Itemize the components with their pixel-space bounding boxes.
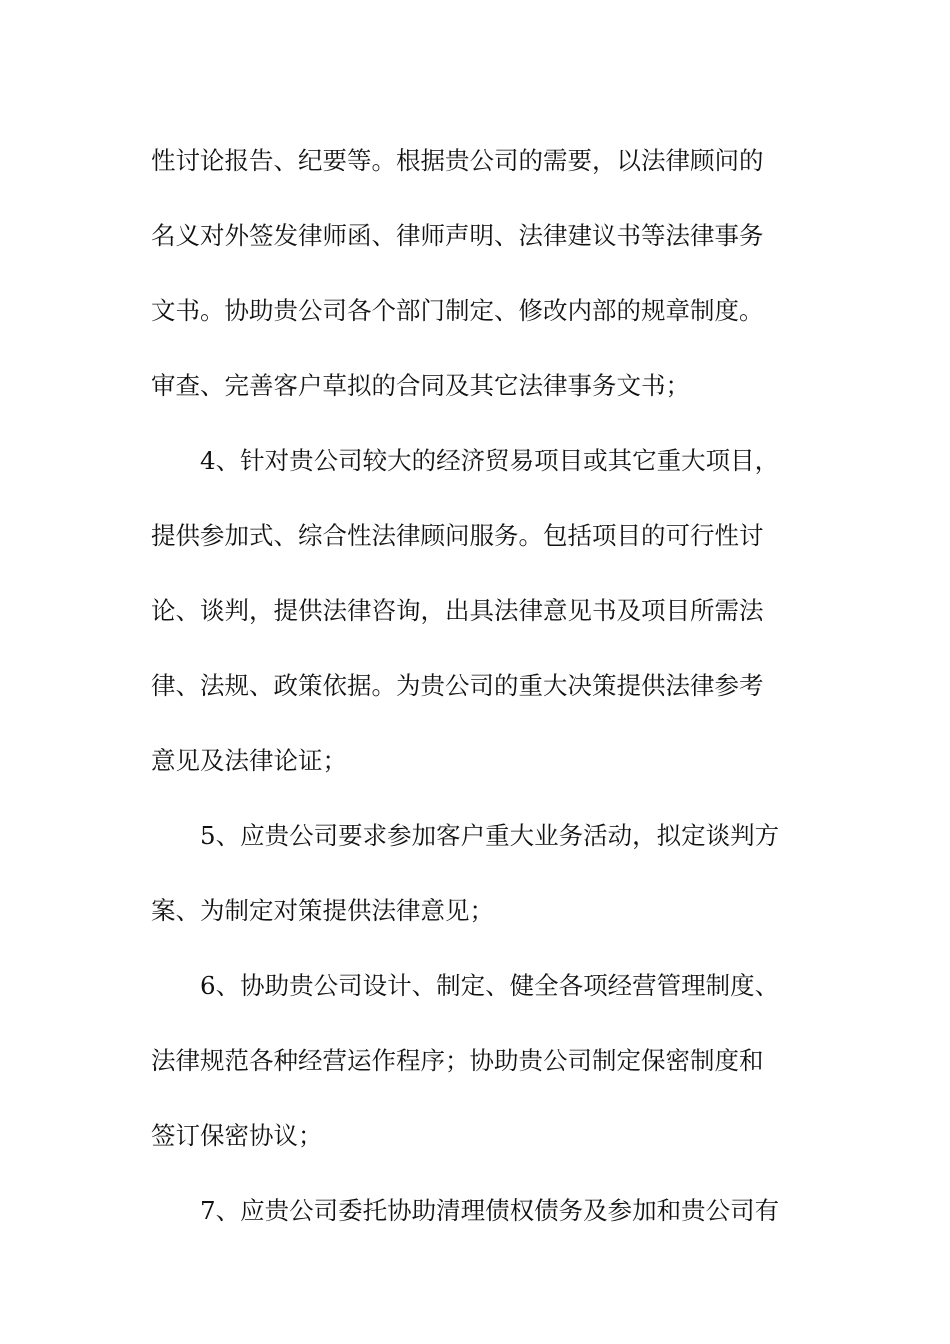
text-line: 名义对外签发律师函、律师声明、法律建议书等法律事务 xyxy=(151,221,764,250)
paragraph-5-start: 5、应贵公司要求参加客户重大业务活动，拟定谈判方 xyxy=(200,821,780,850)
text-line: 文书。协助贵公司各个部门制定、修改内部的规章制度。 xyxy=(151,296,764,325)
text-line: 法律规范各种经营运作程序；协助贵公司制定保密制度和 xyxy=(151,1046,764,1075)
paragraph-7-start: 7、应贵公司委托协助清理债权债务及参加和贵公司有 xyxy=(200,1196,780,1225)
paragraph-6-start: 6、协助贵公司设计、制定、健全各项经营管理制度、 xyxy=(200,971,780,1000)
text-line: 提供参加式、综合性法律顾问服务。包括项目的可行性讨 xyxy=(151,521,764,550)
text-line: 案、为制定对策提供法律意见； xyxy=(151,896,494,925)
text-line: 意见及法律论证； xyxy=(151,746,347,775)
document-body xyxy=(151,123,811,1248)
paragraph-4-start: 4、针对贵公司较大的经济贸易项目或其它重大项目， xyxy=(200,446,780,475)
text-line: 论、谈判，提供法律咨询，出具法律意见书及项目所需法 xyxy=(151,596,764,625)
text-line: 性讨论报告、纪要等。根据贵公司的需要，以法律顾问的 xyxy=(151,146,764,175)
text-line: 签订保密协议； xyxy=(151,1121,323,1150)
text-line: 审查、完善客户草拟的合同及其它法律事务文书； xyxy=(151,371,690,400)
text-line: 律、法规、政策依据。为贵公司的重大决策提供法律参考 xyxy=(151,671,764,700)
